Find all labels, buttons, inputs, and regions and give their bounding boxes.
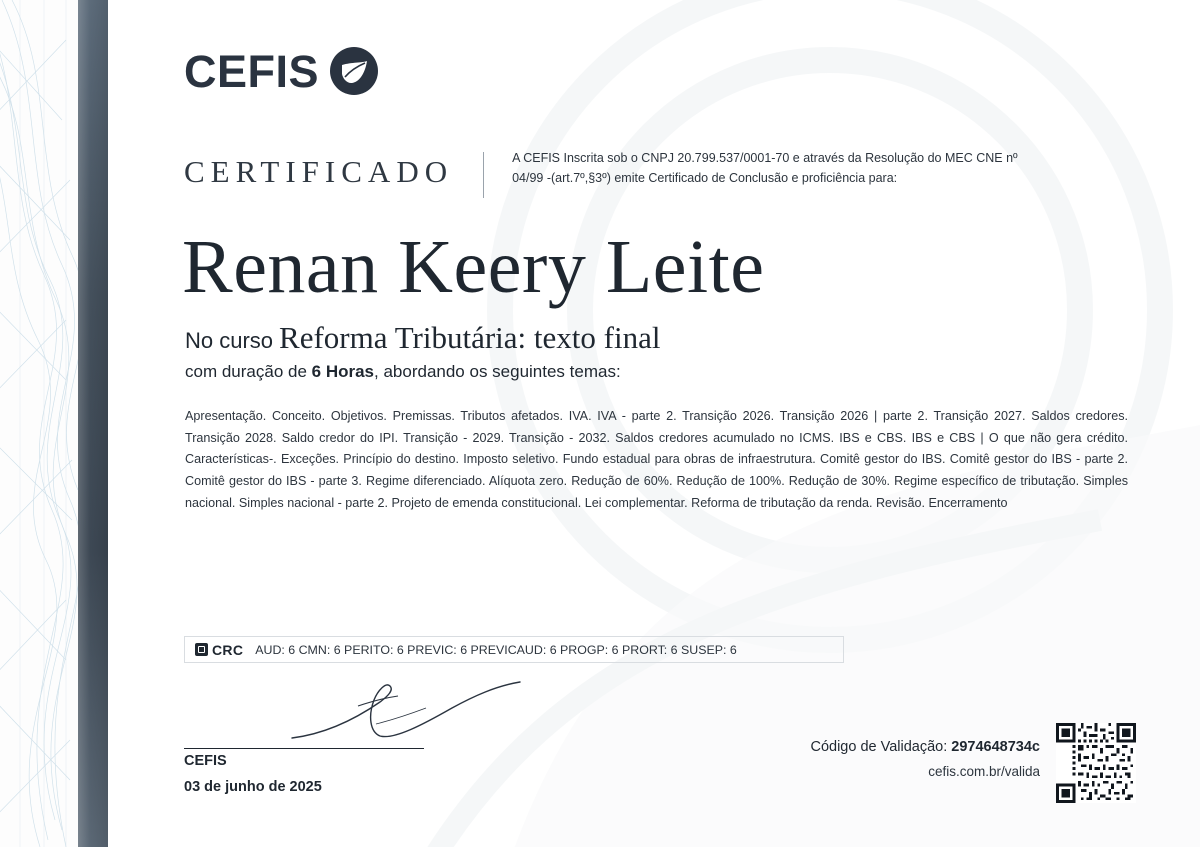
course-title: Reforma Tributária: texto final: [279, 320, 661, 355]
course-topics: Apresentação. Conceito. Objetivos. Premissas. Tributos afetados. IVA. IVA - parte 2. Transição 2026. Transição 2026 | parte 2. Transição 2027. Saldos credores. Transição 2028. Saldo credor do IPI. Transição - 2029. Transição - 2032. Saldos credores acumulado no ICMS. IBS e CBS. IBS e CBS | O que não gera crédito. Características-. Exceções. Princípio do destino. Imposto seletivo. Fundo estadual para obras de infraestrutura. Comitê gestor do IBS. Comitê gestor do IBS - parte 2. Comitê gestor do IBS - parte 3. Regime diferenciado. Alíquota zero. Redução de 60%. Redução de 100%. Redução de 30%. Regime específico de tributação. Simples nacional. Simples nacional - parte 2. Projeto de emenda constitucional. Lei complementar. Reforma de tributação da renda. Revisão. Encerramento: [185, 409, 1128, 510]
validation-code-label: Código de Validação:: [810, 739, 948, 755]
qr-code[interactable]: [1056, 723, 1136, 803]
left-accent-band-gloss: [78, 0, 108, 847]
crc-label: CRC: [212, 641, 244, 658]
left-accent-band: [78, 0, 108, 847]
cefis-leaf-circle-icon: [329, 46, 379, 96]
signature-line: [184, 748, 424, 749]
validation-url[interactable]: cefis.com.br/valida: [928, 764, 1040, 779]
course-line: [185, 320, 660, 356]
certificate-content: [108, 0, 1200, 847]
certificate-header: [184, 148, 1052, 198]
signature-date: 03 de junho de 2025: [184, 779, 322, 795]
duration-suffix: , abordando os seguintes temas:: [374, 362, 621, 381]
crc-hours-text: AUD: 6 CMN: 6 PERITO: 6 PREVIC: 6 PREVICAUD: 6 PROGP: 6 PRORT: 6 SUSEP: 6: [255, 642, 737, 657]
crc-logo-icon: [195, 643, 208, 656]
crc-hours-box: [184, 636, 844, 663]
brand-name: CEFIS: [184, 45, 320, 97]
duration-value: 6 Horas: [311, 362, 375, 381]
duration-line: [185, 362, 621, 382]
validation-code: [810, 739, 1040, 755]
legal-statement: A CEFIS Inscrita sob o CNPJ 20.799.537/0001-70 e através da Resolução do MEC CNE nº 04/99 -(art.7º,§3º) emite Certificado de Conclusão e proficiência para:: [512, 151, 1018, 186]
certificate-title: CERTIFICADO: [184, 154, 454, 189]
signature-image: [284, 676, 534, 746]
header-divider: [483, 152, 484, 198]
student-name: Renan Keery Leite: [182, 225, 765, 309]
crc-badge: [195, 642, 243, 658]
signature-name: CEFIS: [184, 753, 227, 769]
course-prefix: No curso: [185, 328, 274, 353]
duration-prefix: com duração de: [185, 362, 307, 381]
validation-code-value: 2974648734c: [951, 739, 1040, 755]
brand-logo: [184, 46, 379, 96]
decorative-mesh-pattern: [0, 0, 78, 847]
